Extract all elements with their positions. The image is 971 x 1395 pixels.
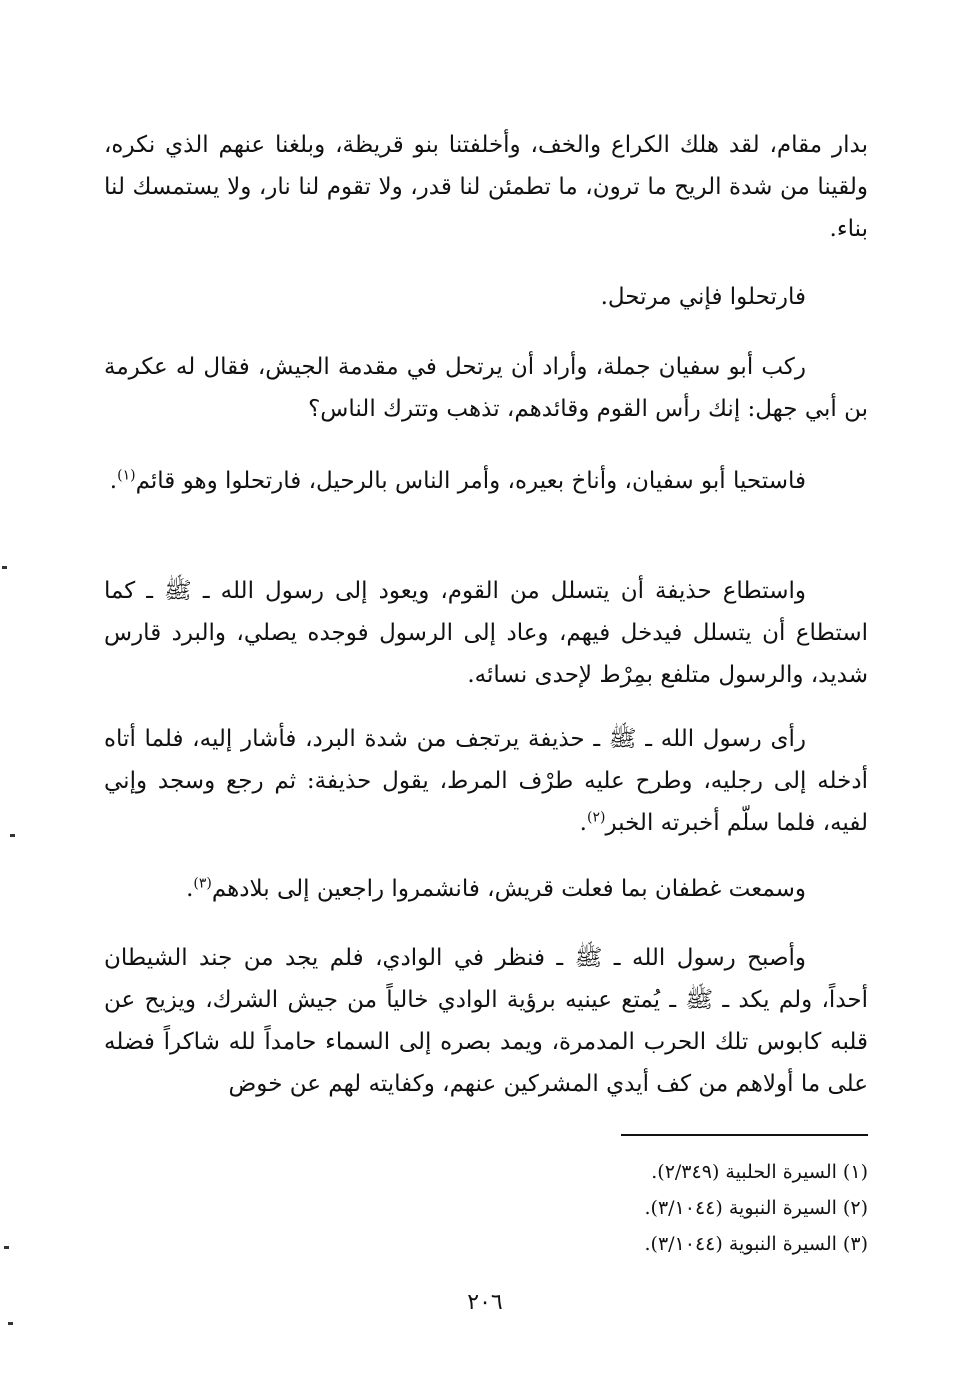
footnote-ref-2: (٢) xyxy=(586,809,606,826)
paragraph-3-text: ركب أبو سفيان جملة، وأراد أن يرتحل في مقدمة الجيش، فقال له عكرمة بن أبي جهل: إنك رأس القوم وقائدهم، تذهب وتترك الناس؟ xyxy=(104,354,868,422)
paragraph-6 xyxy=(104,718,868,844)
paragraph-2-text: فارتحلوا فإني مرتحل. xyxy=(600,284,806,310)
paragraph-2 xyxy=(104,276,868,318)
footnote-2: (٢) السيرة النبوية (٣/١٠٤٤). xyxy=(644,1197,868,1219)
paragraph-8 xyxy=(104,937,868,1105)
footnote-ref-3: (٣) xyxy=(193,875,212,892)
paragraph-7 xyxy=(104,868,868,910)
paragraph-1-text: بدار مقام، لقد هلك الكراع والخف، وأخلفتنا بنو قريظة، وبلغنا عنهم الذي نكره، ولقينا من شدة الريح ما ترون، ما تطمئن لنا قدر، ولا تقوم لنا نار، ولا يستمسك لنا بناء. xyxy=(104,132,868,242)
paragraph-3 xyxy=(104,346,868,430)
scan-mark-left-3 xyxy=(4,1246,9,1249)
paragraph-4-tail: . xyxy=(109,468,118,494)
paragraph-7-tail: . xyxy=(186,876,194,902)
paragraph-7-text: وسمعت غطفان بما فعلت قريش، فانشمروا راجعين إلى بلادهم xyxy=(211,876,806,902)
footnote-divider xyxy=(621,1134,868,1136)
paragraph-4 xyxy=(104,460,868,502)
paragraph-6-tail: . xyxy=(579,810,587,836)
paragraph-6-text: رأى رسول الله ـ ﷺ ـ حذيفة يرتجف من شدة البرد، فأشار إليه، فلما أتاه أدخله إلى رجليه، وطرح عليه طرْف المرط، يقول حذيفة: ثم رجع وسجد وإني لفيه، فلما سلّم أخبرته الخبر xyxy=(104,726,868,836)
page-number: ٢٠٦ xyxy=(467,1290,503,1315)
scan-mark-left xyxy=(2,566,7,569)
paragraph-4-text: فاستحيا أبو سفيان، وأناخ بعيره، وأمر الناس بالرحيل، فارتحلوا وهو قائم xyxy=(135,468,806,494)
paragraph-1 xyxy=(104,124,868,250)
footnote-ref-1: (١) xyxy=(117,467,136,484)
paragraph-5-text: واستطاع حذيفة أن يتسلل من القوم، ويعود إلى رسول الله ـ ﷺ ـ كما استطاع أن يتسلل فيدخل فيهم، وعاد إلى الرسول فوجده يصلي، والبرد قارس شديد، والرسول متلفع بمِرْط لإحدى نسائه. xyxy=(104,578,868,688)
paragraph-8-text: وأصبح رسول الله ـ ﷺ ـ فنظر في الوادي، فلم يجد من جند الشيطان أحداً، ولم يكد ـ ﷺ ـ يُمتع عينيه برؤية الوادي خالياً من جيش الشرك، ويزيح عن قلبه كابوس تلك الحرب المدمرة، ويمد بصره إلى السماء حامداً لله شاكراً فضله على ما أولاهم من كف أيدي المشركين عنهم، وكفايته لهم عن خوض xyxy=(104,945,868,1097)
scan-mark-left-4 xyxy=(8,1322,13,1325)
footnote-1: (١) السيرة الحلبية (٢/٣٤٩). xyxy=(651,1161,868,1183)
scan-mark-left-2 xyxy=(10,834,15,837)
paragraph-5 xyxy=(104,570,868,696)
footnote-3: (٣) السيرة النبوية (٣/١٠٤٤). xyxy=(644,1233,868,1255)
